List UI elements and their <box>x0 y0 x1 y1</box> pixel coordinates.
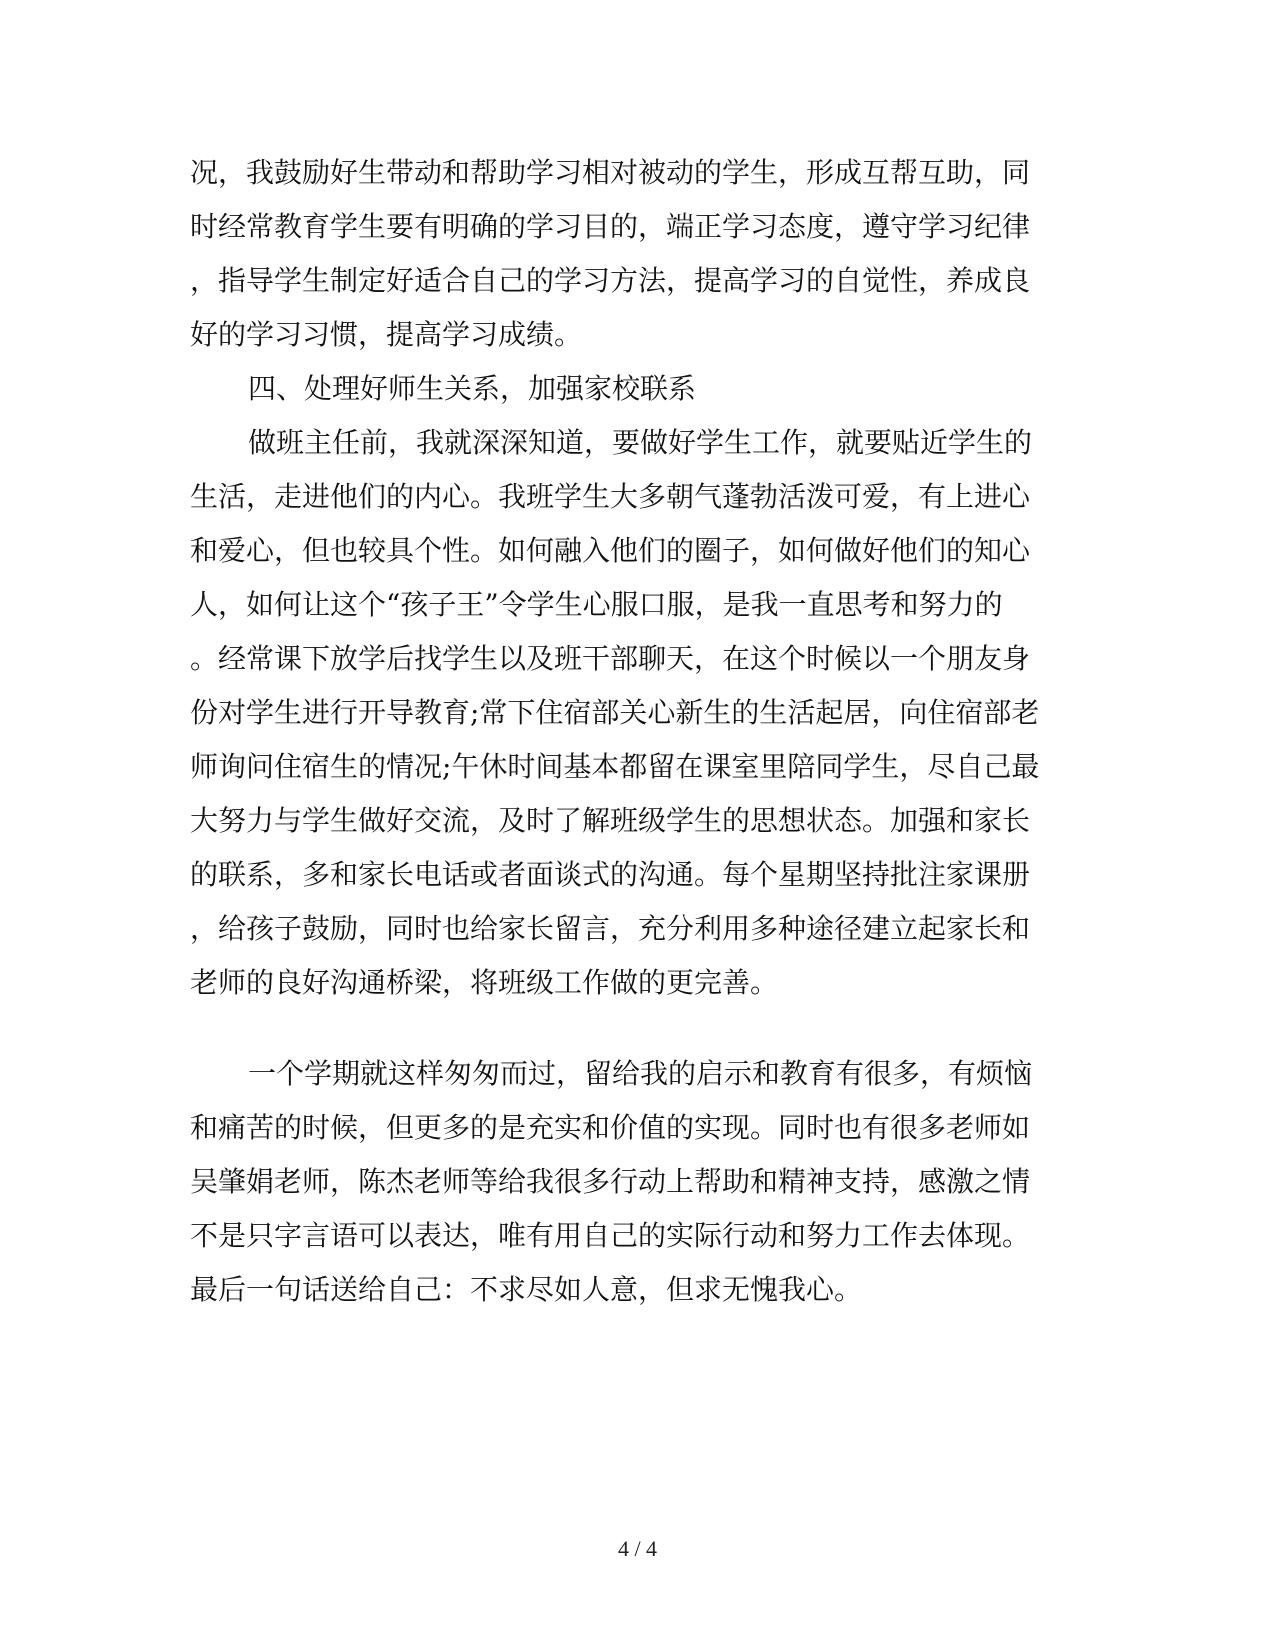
section-heading: 四、处理好师生关系，加强家校联系 <box>248 372 697 405</box>
body-text-block-2 <box>190 1047 1095 1317</box>
text-line: 一个学期就这样匆匆而过，留给我的启示和教育有很多，有烦恼 <box>248 1057 1033 1090</box>
page-number: 4 / 4 <box>617 1536 658 1561</box>
text-line: ，给孩子鼓励，同时也给家长留言，充分利用多种途径建立起家长和 <box>190 912 1031 945</box>
text-line: 和爱心，但也较具个性。如何融入他们的圈子，如何做好他们的知心 <box>190 534 1031 567</box>
text-line: 最后一句话送给自己：不求尽如人意，但求无愧我心。 <box>190 1273 863 1306</box>
text-line: 不是只字言语可以表达，唯有用自己的实际行动和努力工作去体现。 <box>190 1219 1031 1252</box>
text-line: 时经常教育学生要有明确的学习目的，端正学习态度，遵守学习纪律 <box>190 210 1031 243</box>
text-line: 份对学生进行开导教育;常下住宿部关心新生的生活起居，向住宿部老 <box>190 696 1040 729</box>
text-line: 人，如何让这个“孩子王”令学生心服口服，是我一直思考和努力的 <box>190 588 1003 621</box>
text-line: 和痛苦的时候，但更多的是充实和价值的实现。同时也有很多老师如 <box>190 1111 1031 1144</box>
text-line: 况，我鼓励好生带动和帮助学习相对被动的学生，形成互帮互助，同 <box>190 156 1031 189</box>
text-line: 的联系，多和家长电话或者面谈式的沟通。每个星期坚持批注家课册 <box>190 858 1031 891</box>
text-line: 生活，走进他们的内心。我班学生大多朝气蓬勃活泼可爱，有上进心 <box>190 480 1031 513</box>
text-line: 做班主任前，我就深深知道，要做好学生工作，就要贴近学生的 <box>248 426 1033 459</box>
text-line: 大努力与学生做好交流，及时了解班级学生的思想状态。加强和家长 <box>190 804 1031 837</box>
body-text-block-1 <box>190 146 1095 1010</box>
text-line: ，指导学生制定好适合自己的学习方法，提高学习的自觉性，养成良 <box>190 264 1031 297</box>
text-line: 师询问住宿生的情况;午休时间基本都留在课室里陪同学生，尽自己最 <box>190 750 1040 783</box>
text-line: 吴肇娟老师，陈杰老师等给我很多行动上帮助和精神支持，感激之情 <box>190 1165 1031 1198</box>
text-line: 。经常课下放学后找学生以及班干部聊天，在这个时候以一个朋友身 <box>190 642 1031 675</box>
text-line: 老师的良好沟通桥梁，将班级工作做的更完善。 <box>190 966 779 999</box>
text-line: 好的学习习惯，提高学习成绩。 <box>190 318 583 351</box>
